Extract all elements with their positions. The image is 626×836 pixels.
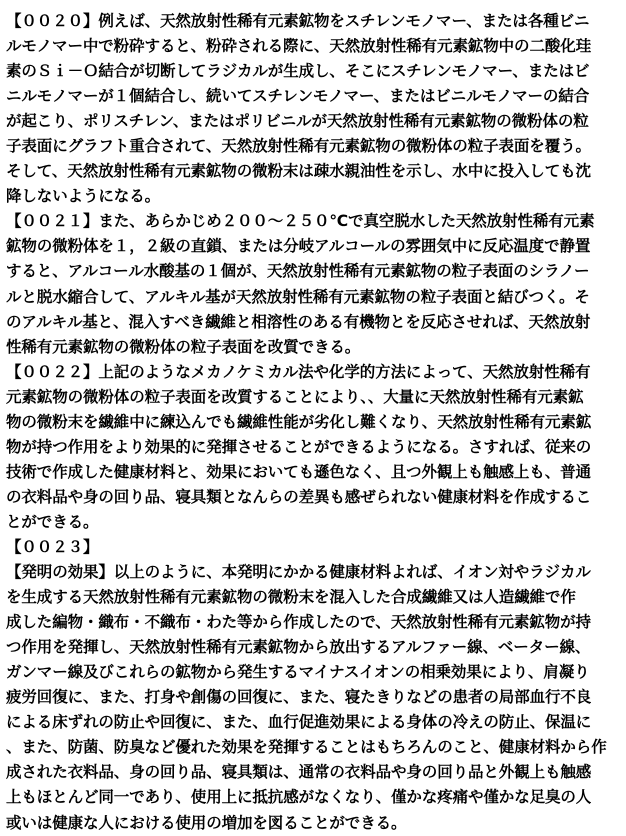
text-line: ガンマー線及びこれらの鉱物から発生するマイナスイオンの相乗効果により、肩凝り <box>6 663 590 682</box>
text-line: 素のＳｉ－Ｏ結合が切断してラジカルが生成し、そこにスチレンモノマー、またはビ <box>6 62 590 81</box>
text-line: による床ずれの防止や回復に、また、血行促進効果による身体の冷えの防止、保温に <box>6 713 592 732</box>
text-line: 上もほとんど同一であり、使用上に抵抗感がなくなり、僅かな疼痛や僅かな足臭の人 <box>6 788 592 807</box>
text-line: 鉱物の微粉体を１，２級の直鎖、または分岐アルコールの雰囲気中に反応温度で静置 <box>6 237 591 256</box>
text-line: すると、アルコール水酸基の１個が、天然放射性稀有元素鉱物の粒子表面のシラノー <box>6 262 590 281</box>
text-line: 性稀有元素鉱物の微粉体の粒子表面を改質できる。 <box>6 337 361 356</box>
text-line: 或いは健康な人における使用の増加を図ることができる。 <box>6 813 407 832</box>
text-line: 【００２２】上記のようなメカノケミカル法や化学的方法によって、天然放射性稀有 <box>6 362 591 381</box>
text-line: ルモノマー中で粉砕すると、粉砕される際に、天然放射性稀有元素鉱物中の二酸化珪 <box>6 37 592 56</box>
text-line: 【００２３】 <box>6 537 99 556</box>
text-line: 技術で作成した健康材料と、効果においても遜色なく、且つ外観上も触感上も、普通 <box>6 462 591 481</box>
text-line: 【００２１】また、あらかじめ２００～２５０℃で真空脱水した天然放射性稀有元素 <box>6 212 595 231</box>
text-line: ルと脱水縮合して、アルキル基が天然放射性稀有元素鉱物の粒子表面と結びつく。そ <box>6 287 590 306</box>
text-line: そして、天然放射性稀有元素鉱物の微粉末は疎水親油性を示し、水中に投入しても沈 <box>6 162 591 181</box>
text-line: 元素鉱物の微粉体の粒子表面を改質することにより、、大量に天然放射性稀有元素鉱 <box>6 387 584 406</box>
text-line: つ作用を発揮し、天然放射性稀有元素鉱物から放出するアルファー線、ベーター線、 <box>6 638 591 657</box>
text-line: のアルキル基と、混入すべき繊維と相溶性のある有機物とを反応させれば、天然放射 <box>6 312 591 331</box>
text-line: 【発明の効果】以上のように、本発明にかかる健康材料よれば、イオン対やラジカル <box>6 563 591 582</box>
text-line: 、また、防菌、防臭など優れた効果を発揮することはもちろんのこと、健康材料から作 <box>6 738 607 757</box>
text-line: 降しないようになる。 <box>6 187 161 206</box>
body-text <box>6 9 618 836</box>
text-line: 【００２０】例えば、天然放射性稀有元素鉱物をスチレンモノマー、または各種ビニ <box>6 12 590 30</box>
text-line: の衣料品や身の回り品、寝具類となんらの差異も感ぜられない健康材料を作成するこ <box>6 487 592 506</box>
text-line: 子表面にグラフト重合されて、天然放射性稀有元素鉱物の微粉体の粒子表面を覆う。 <box>6 137 591 156</box>
text-line: 物の微粉末を繊維中に練込んでも繊維性能が劣化し難くなり、天然放射性稀有元素鉱 <box>6 412 592 431</box>
text-line: を生成する天然放射性稀有元素鉱物の微粉末を混入した合成繊維又は人造繊維で作 <box>6 588 576 607</box>
text-line: 成した編物・織布・不織布・わた等から作成したので、天然放射性稀有元素鉱物が持 <box>6 613 591 632</box>
text-line: とができる。 <box>6 512 99 531</box>
text-line: 成された衣料品、身の回り品、寝具類は、通常の衣料品や身の回り品と外観上も触感 <box>6 763 592 782</box>
text-line: が起こり、ポリスチレン、またはポリビニルが天然放射性稀有元素鉱物の微粉体の粒 <box>6 112 589 131</box>
text-line: 疲労回復に、また、打身や創傷の回復に、また、寝たきりなどの患者の局部血行不良 <box>6 688 592 707</box>
text-line: ニルモノマーが１個結合し、続いてスチレンモノマー、またはビニルモノマーの結合 <box>6 87 590 106</box>
text-line: 物が持つ作用をより効果的に発揮させることができるようになる。さすれば、従来の <box>6 437 592 456</box>
